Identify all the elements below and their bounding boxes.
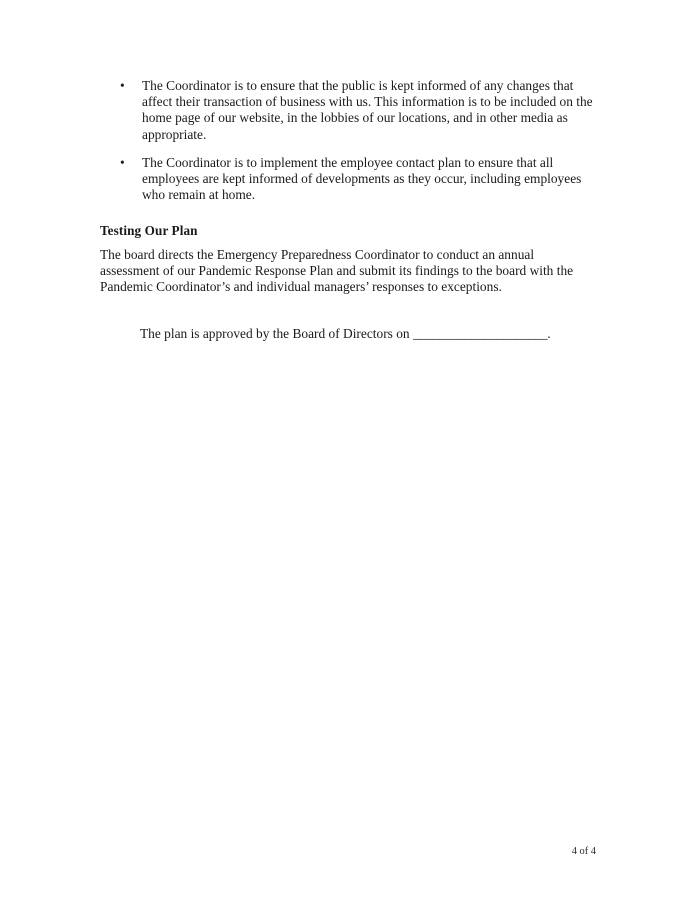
responsibilities-bullet-list (100, 78, 596, 203)
bullet-point-icon: • (120, 154, 125, 170)
approval-statement (100, 326, 596, 342)
list-item-text: The Coordinator is to implement the employee contact plan to ensure that all employees are kept informed of developments as they occur, including employees who remain at home. (142, 154, 582, 203)
approval-date-blank: _____________________ (412, 326, 548, 342)
approval-prefix-text: The plan is approved by the Board of Directors on (140, 326, 413, 342)
body-paragraph-testing-our-plan: The board directs the Emergency Preparedness Coordinator to conduct an annual assessment of our Pandemic Response Plan and submit its findings to the board with the Pandemic Coordinator’s and individual managers’ responses to exceptions. (100, 246, 574, 295)
page-number-footer: 4 of 4 (571, 846, 596, 857)
list-item (100, 78, 596, 143)
approval-suffix-text: . (547, 326, 551, 342)
bullet-point-icon: • (120, 78, 125, 93)
list-item-text: The Coordinator is to ensure that the public is kept informed of any changes that affect their transaction of business with us. This information is to be included on the home page of our website, in the lobbies of our locations, and in other media as appropriate. (142, 78, 593, 142)
document-body (100, 78, 596, 342)
list-item (100, 155, 596, 204)
section-heading-testing-our-plan: Testing Our Plan (100, 223, 198, 239)
